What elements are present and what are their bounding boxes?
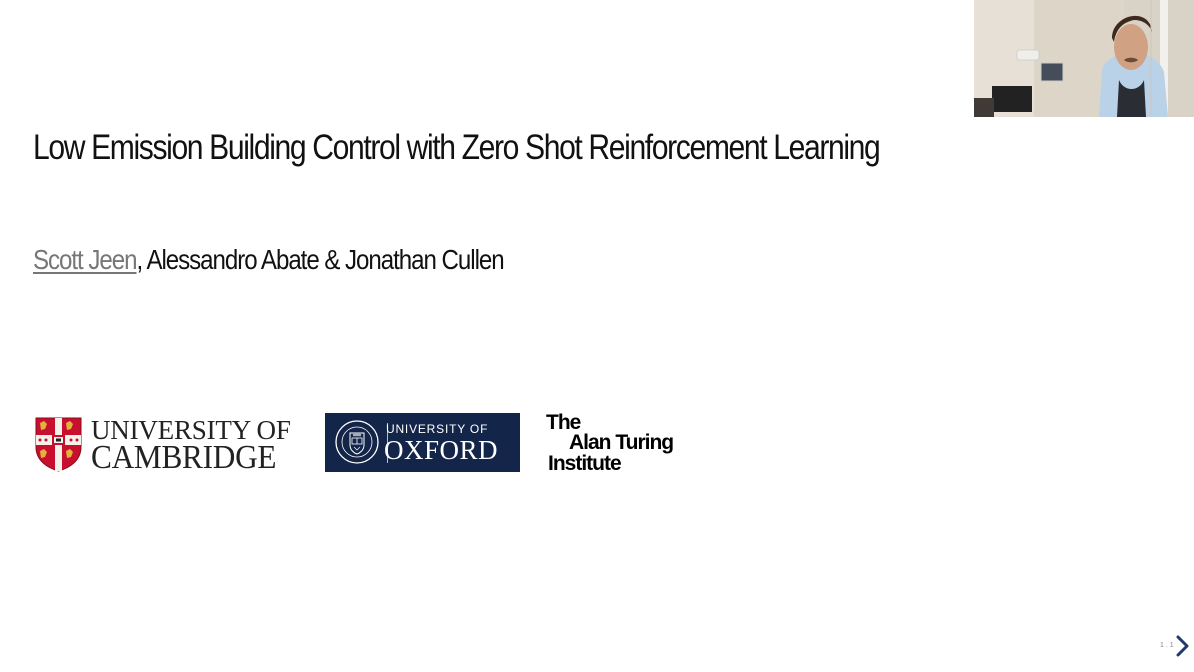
- cambridge-line1: UNIVERSITY OF: [91, 415, 291, 445]
- turing-line2: Alan Turing: [569, 431, 674, 454]
- cambridge-logo: [35, 415, 297, 476]
- page-indicator: 1 . 1: [1160, 642, 1174, 649]
- oxford-logo: [325, 413, 520, 472]
- oxford-line1: UNIVERSITY OF: [386, 422, 489, 436]
- turing-line1: The: [546, 411, 581, 434]
- cambridge-line2: CAMBRIDGE: [91, 439, 277, 476]
- presenter-video: [974, 0, 1194, 117]
- coauthors-text: , Alessandro Abate & Jonathan Cullen: [136, 244, 504, 275]
- turing-logo: [546, 411, 696, 475]
- presenter-link[interactable]: Scott Jeen: [33, 244, 137, 275]
- video-frame: [974, 0, 1194, 117]
- cambridge-shield-icon: [35, 417, 82, 472]
- oxford-line2: OXFORD: [384, 435, 499, 465]
- slide-title: Low Emission Building Control with Zero Shot Reinforcement Learning: [33, 128, 880, 167]
- turing-line3: Institute: [548, 452, 621, 475]
- authors-line: [33, 244, 504, 276]
- oxford-crest-icon: [333, 418, 381, 466]
- chevron-right-icon[interactable]: [1174, 635, 1190, 657]
